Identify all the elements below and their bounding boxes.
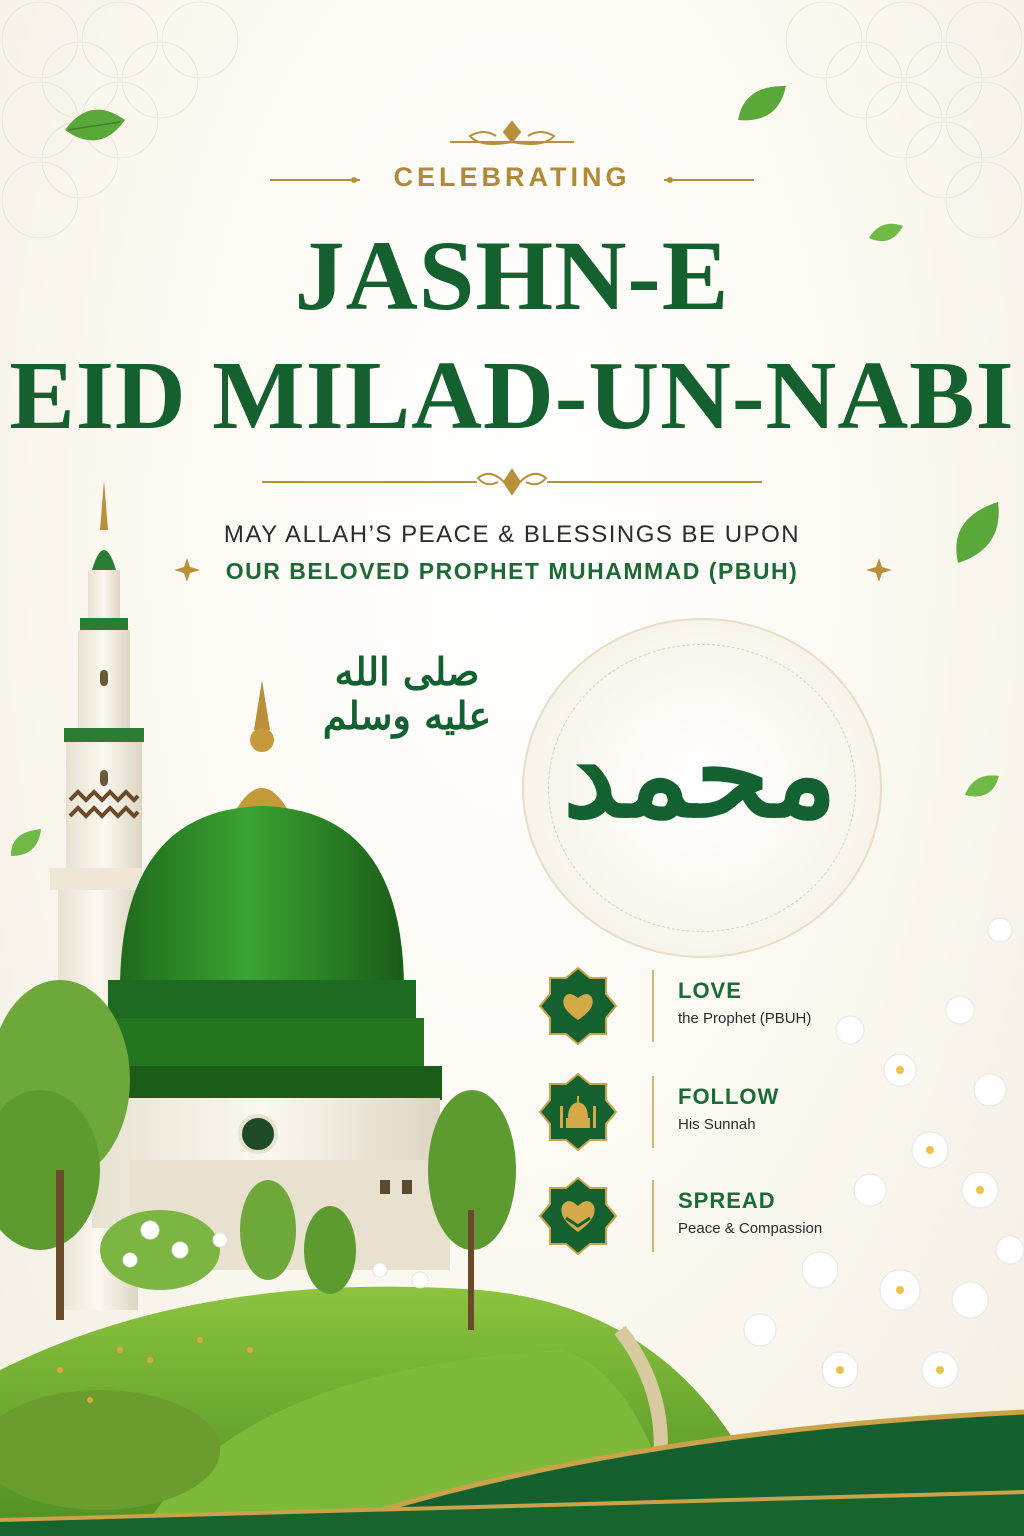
feature-title: SPREAD xyxy=(678,1188,776,1213)
blessing-line-1: MAY ALLAH’S PEACE & BLESSINGS BE UPON xyxy=(223,521,801,548)
feature-love xyxy=(538,966,878,1046)
title-line-1: JASHN-E xyxy=(294,220,730,331)
feature-title: FOLLOW xyxy=(678,1084,780,1109)
muhammad-calligraphy: محمد xyxy=(562,704,838,845)
feature-follow xyxy=(538,1072,878,1152)
bottom-green-band xyxy=(0,1392,1024,1536)
title-line-2: EID MILAD-UN-NABI xyxy=(9,342,1015,450)
feature-subtitle: His Sunnah xyxy=(678,1116,756,1133)
celebrating-label: CELEBRATING xyxy=(393,162,631,192)
salawat-calligraphy: صلى الله عليه وسلم xyxy=(322,649,492,738)
leaf-icon xyxy=(60,100,130,160)
heart-hands-icon xyxy=(538,1176,618,1256)
feature-spread xyxy=(538,1176,878,1256)
feature-subtitle: the Prophet (PBUH) xyxy=(678,1010,812,1027)
mosque-icon xyxy=(538,1072,618,1152)
heart-icon xyxy=(538,966,618,1046)
feature-subtitle: Peace & Compassion xyxy=(678,1220,823,1237)
feature-title: LOVE xyxy=(678,978,742,1003)
blessing-line-2: OUR BELOVED PROPHET MUHAMMAD (PBUH) xyxy=(225,558,799,584)
